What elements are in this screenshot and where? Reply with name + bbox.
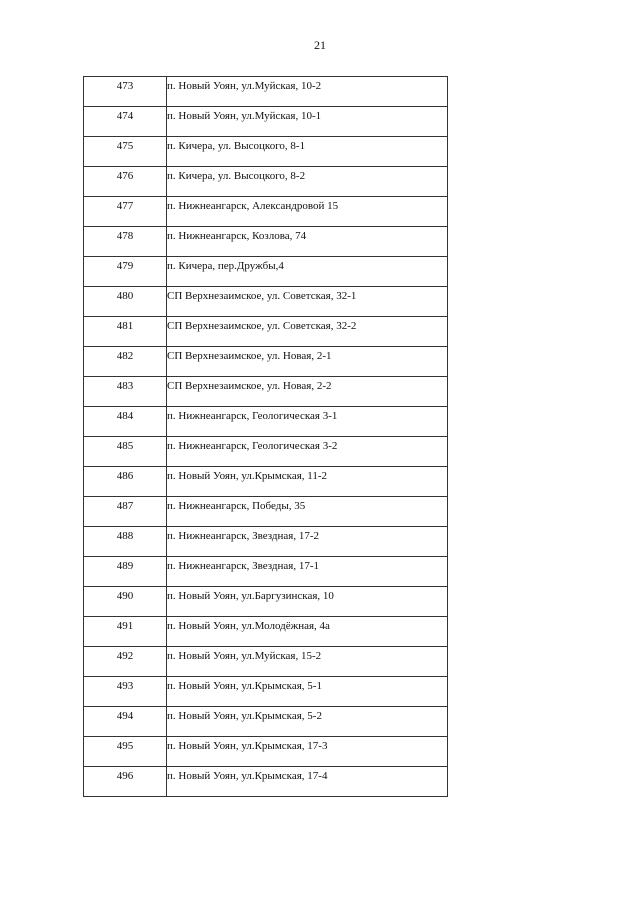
address-cell: п. Нижнеангарск, Александровой 15 (167, 197, 448, 227)
row-number-cell: 492 (84, 647, 167, 677)
address-cell: п. Новый Уоян, ул.Баргузинская, 10 (167, 587, 448, 617)
table-row (84, 677, 448, 707)
address-cell: СП Верхнезаимское, ул. Новая, 2-1 (167, 347, 448, 377)
row-number-cell: 478 (84, 227, 167, 257)
table-row (84, 317, 448, 347)
table-row (84, 257, 448, 287)
row-number-cell: 496 (84, 767, 167, 797)
table-row (84, 77, 448, 107)
row-number-cell: 485 (84, 437, 167, 467)
table-row (84, 587, 448, 617)
table-row (84, 347, 448, 377)
address-cell: п. Нижнеангарск, Звездная, 17-1 (167, 557, 448, 587)
table-row (84, 407, 448, 437)
row-number-cell: 486 (84, 467, 167, 497)
row-number-cell: 483 (84, 377, 167, 407)
address-cell: п. Кичера, ул. Высоцкого, 8-2 (167, 167, 448, 197)
address-cell: п. Кичера, пер.Дружбы,4 (167, 257, 448, 287)
table-row (84, 497, 448, 527)
address-cell: п. Новый Уоян, ул.Муйская, 10-2 (167, 77, 448, 107)
address-cell: п. Нижнеангарск, Геологическая 3-2 (167, 437, 448, 467)
table-row (84, 167, 448, 197)
table-row (84, 137, 448, 167)
table-row (84, 557, 448, 587)
table-row (84, 197, 448, 227)
row-number-cell: 473 (84, 77, 167, 107)
row-number-cell: 495 (84, 737, 167, 767)
row-number-cell: 476 (84, 167, 167, 197)
row-number-cell: 491 (84, 617, 167, 647)
address-cell: п. Нижнеангарск, Звездная, 17-2 (167, 527, 448, 557)
row-number-cell: 482 (84, 347, 167, 377)
row-number-cell: 475 (84, 137, 167, 167)
row-number-cell: 484 (84, 407, 167, 437)
table-row (84, 707, 448, 737)
address-cell: п. Нижнеангарск, Победы, 35 (167, 497, 448, 527)
table-row (84, 227, 448, 257)
row-number-cell: 481 (84, 317, 167, 347)
address-cell: п. Новый Уоян, ул.Крымская, 17-4 (167, 767, 448, 797)
row-number-cell: 488 (84, 527, 167, 557)
address-cell: СП Верхнезаимское, ул. Новая, 2-2 (167, 377, 448, 407)
table-row (84, 437, 448, 467)
address-cell: п. Новый Уоян, ул.Муйская, 15-2 (167, 647, 448, 677)
address-table-body (84, 77, 448, 797)
address-cell: п. Новый Уоян, ул.Крымская, 5-1 (167, 677, 448, 707)
row-number-cell: 493 (84, 677, 167, 707)
row-number-cell: 477 (84, 197, 167, 227)
row-number-cell: 489 (84, 557, 167, 587)
row-number-cell: 474 (84, 107, 167, 137)
table-row (84, 287, 448, 317)
address-cell: п. Новый Уоян, ул.Крымская, 5-2 (167, 707, 448, 737)
address-cell: п. Нижнеангарск, Геологическая 3-1 (167, 407, 448, 437)
table-row (84, 767, 448, 797)
table-row (84, 467, 448, 497)
table-row (84, 647, 448, 677)
address-cell: п. Новый Уоян, ул.Муйская, 10-1 (167, 107, 448, 137)
row-number-cell: 490 (84, 587, 167, 617)
row-number-cell: 480 (84, 287, 167, 317)
table-row (84, 377, 448, 407)
table-row (84, 617, 448, 647)
row-number-cell: 494 (84, 707, 167, 737)
row-number-cell: 479 (84, 257, 167, 287)
address-cell: СП Верхнезаимское, ул. Советская, 32-2 (167, 317, 448, 347)
table-row (84, 107, 448, 137)
address-cell: п. Новый Уоян, ул.Крымская, 17-3 (167, 737, 448, 767)
row-number-cell: 487 (84, 497, 167, 527)
address-table (83, 76, 448, 797)
page-number: 21 (314, 38, 326, 52)
table-row (84, 737, 448, 767)
address-cell: п. Новый Уоян, ул.Молодёжная, 4а (167, 617, 448, 647)
table-row (84, 527, 448, 557)
address-cell: п. Нижнеангарск, Козлова, 74 (167, 227, 448, 257)
address-cell: п. Новый Уоян, ул.Крымская, 11-2 (167, 467, 448, 497)
address-cell: СП Верхнезаимское, ул. Советская, 32-1 (167, 287, 448, 317)
address-cell: п. Кичера, ул. Высоцкого, 8-1 (167, 137, 448, 167)
